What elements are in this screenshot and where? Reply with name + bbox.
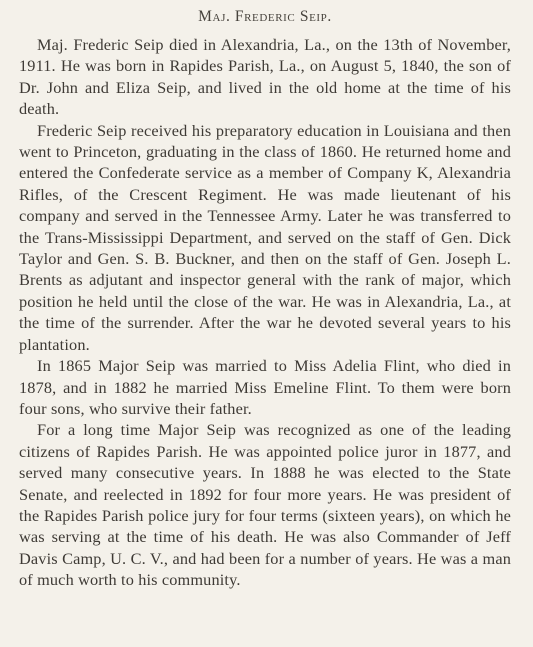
paragraph-civic-life: For a long time Major Seip was recognized as one of the leading citizens of Rapides Parish. He was appointed police juror in 1877, and served many consecutive years. In 1888 he was elected to the State Senate, and reelected in 1892 for four more years. He was president of the Rapides Parish police jury for four terms (sixteen years), on which he was serving at the time of his death. He was also Commander of Jeff Davis Camp, U. C. V., and had been for a number of years. He was a man of much worth to his community. [19, 420, 511, 590]
paragraph-marriage: In 1865 Major Seip was married to Miss Adelia Flint, who died in 1878, and in 1882 he married Miss Emeline Flint. To them were born four sons, who survive their father. [19, 356, 511, 418]
paragraph-death-notice: Maj. Frederic Seip died in Alexandria, La., on the 13th of November, 1911. He was born in Rapides Parish, La., on August 5, 1840, the son of Dr. John and Eliza Seip, and lived in the old home at the time of his death. [19, 35, 511, 119]
article-title: Maj. Frederic Seip. [198, 8, 332, 25]
paragraph-education-and-service: Frederic Seip received his preparatory education in Louisiana and then went to Princeton, graduating in the class of 1860. He returned home and entered the Confederate service as a member of Company K, Alexandria Rifles, of the Crescent Regiment. He was made lieutenant of his company and served in the Tennessee Army. Later he was transferred to the Trans-Mississippi Department, and served on the staff of Gen. Dick Taylor and Gen. S. B. Buckner, and then on the staff of Gen. Joseph L. Brents as adjutant and inspector general with the rank of major, which position he held until the close of the war. He was in Alexandria, La., at the time of the surrender. After the war he devoted several years to his plantation. [19, 120, 511, 354]
